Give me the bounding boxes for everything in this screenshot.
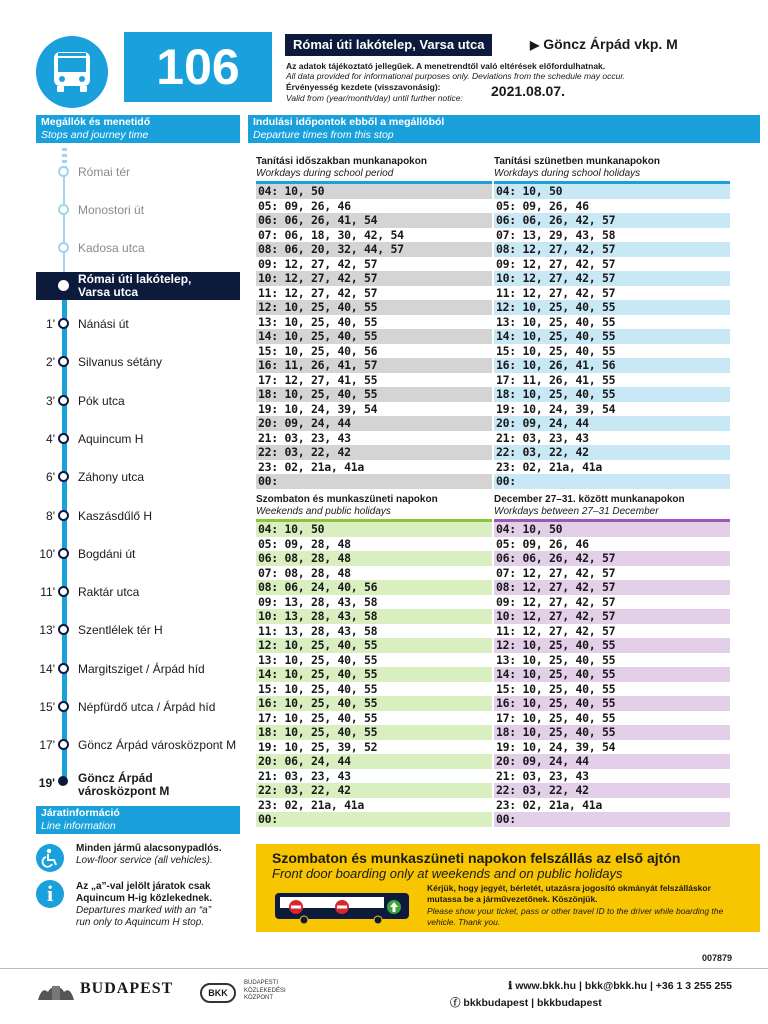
- stop-name: Kaszásdűlő H: [78, 508, 153, 523]
- timetable-row: 00:: [494, 812, 730, 827]
- a-info-en2: run only to Aquincum H stop.: [76, 917, 205, 928]
- departures-header: [248, 115, 760, 143]
- timetable-row: 20: 09, 24, 44: [494, 754, 730, 769]
- timetable-row: 17: 11, 26, 41, 55: [494, 373, 730, 388]
- timetable-row: 23: 02, 21a, 41a: [256, 460, 492, 475]
- timetable-row: 20: 09, 24, 44: [494, 416, 730, 431]
- timetable-row: 18: 10, 25, 40, 55: [494, 387, 730, 402]
- stop-name: Göncz Árpád városközpont M: [78, 738, 237, 753]
- stop-dot: [58, 356, 69, 367]
- stop-minutes: 3': [46, 393, 55, 408]
- stop-name: Pók utca: [78, 393, 125, 408]
- timetable-row: 07: 13, 29, 43, 58: [494, 228, 730, 243]
- note-hu: Az adatok tájékoztató jellegűek. A menetrendtől való eltérések előfordulhatnak.: [286, 61, 606, 71]
- timetable-row: 14: 10, 25, 40, 55: [494, 329, 730, 344]
- timetable-title-en: Weekends and public holidays: [256, 506, 391, 517]
- stop-name: Záhony utca: [78, 470, 145, 485]
- timetable-row: 14: 10, 25, 40, 55: [494, 667, 730, 682]
- stop: [30, 352, 240, 372]
- stop-dot: [58, 433, 69, 444]
- timetable-row: 13: 10, 25, 40, 55: [256, 315, 492, 330]
- timetable-row: 22: 03, 22, 42: [494, 783, 730, 798]
- stop-name: Raktár utca: [78, 585, 140, 600]
- timetable-row: 21: 03, 23, 43: [494, 769, 730, 784]
- timetable-row: 23: 02, 21a, 41a: [494, 460, 730, 475]
- timetable-row: 14: 10, 25, 40, 55: [256, 329, 492, 344]
- timetable-row: 14: 10, 25, 40, 55: [256, 667, 492, 682]
- stop-minutes: 2': [46, 355, 55, 370]
- stop-dot: [58, 701, 69, 712]
- timetable-row: 05: 09, 26, 46: [256, 199, 492, 214]
- timetable-row: 04: 10, 50: [256, 522, 492, 537]
- stop-dot: [58, 471, 69, 482]
- timetable-row: 21: 03, 23, 43: [256, 769, 492, 784]
- stop-minutes: 11': [40, 585, 55, 600]
- contact-social-text[interactable]: bkkbudapest | bkkbudapest: [463, 997, 602, 1009]
- stop-minutes: 1': [46, 317, 55, 331]
- current-stop-line1: Római úti lakótelep,: [78, 272, 192, 286]
- bkk-name: [244, 980, 286, 1003]
- stop-name: Silvanus sétány: [78, 355, 163, 370]
- boarding-title-en: Front door boarding only at weekends and on public holidays: [272, 866, 623, 881]
- lowfloor-info: [76, 843, 222, 867]
- stop-dot: [58, 242, 69, 253]
- current-stop-line2: Varsa utca: [78, 285, 139, 299]
- timetable-row: 04: 10, 50: [494, 184, 730, 199]
- stop: [30, 582, 240, 602]
- timetable-row: 10: 12, 27, 42, 57: [256, 271, 492, 286]
- timetable-row: 06: 08, 28, 48: [256, 551, 492, 566]
- stop: [30, 544, 240, 564]
- timetable-4: [494, 494, 730, 827]
- timetable-row: 22: 03, 22, 42: [256, 445, 492, 460]
- stop: [30, 735, 240, 755]
- info-header: [36, 806, 240, 834]
- timetable-row: 09: 12, 27, 42, 57: [494, 257, 730, 272]
- stop-terminus: [30, 771, 240, 798]
- timetable-title-hu: December 27–31. között munkanapokon: [494, 494, 685, 505]
- timetable-title-hu: Tanítási időszakban munkanapokon: [256, 156, 427, 167]
- stop-name: Népfürdő utca / Árpád híd: [78, 700, 216, 714]
- valid-date: 2021.08.07.: [491, 83, 565, 99]
- stop-dot: [58, 739, 69, 750]
- contact-web-text[interactable]: www.bkk.hu | bkk@bkk.hu | +36 1 3 255 255: [515, 980, 732, 992]
- timetable-row: 23: 02, 21a, 41a: [494, 798, 730, 813]
- stop-previous: [30, 162, 240, 182]
- stop-minutes: 15': [39, 700, 55, 714]
- stop-previous: [30, 238, 240, 258]
- front-door-bus-icon: [274, 892, 410, 924]
- timetable-row: 12: 10, 25, 40, 55: [494, 300, 730, 315]
- timetable-row: 08: 06, 20, 32, 44, 57: [256, 242, 492, 257]
- boarding-notice: [256, 844, 760, 932]
- timetable-row: 09: 12, 27, 42, 57: [256, 257, 492, 272]
- timetable-row: 11: 12, 27, 42, 57: [494, 286, 730, 301]
- stop-name: Nánási út: [78, 317, 129, 331]
- stop: [30, 506, 240, 526]
- timetable-row: 08: 12, 27, 42, 57: [494, 580, 730, 595]
- timetable-row: 19: 10, 24, 39, 54: [494, 740, 730, 755]
- stop-previous: [30, 200, 240, 220]
- timetable-row: 09: 12, 27, 42, 57: [494, 595, 730, 610]
- timetable-row: 06: 06, 26, 42, 57: [494, 551, 730, 566]
- budapest-logo: BUDAPEST: [80, 980, 174, 997]
- bus-icon: [36, 36, 108, 108]
- stop: [30, 620, 240, 640]
- timetable-row: 19: 10, 25, 39, 52: [256, 740, 492, 755]
- timetable-title-en: Workdays between 27–31 December: [494, 506, 659, 517]
- timetable-row: 12: 10, 25, 40, 55: [256, 638, 492, 653]
- stop-name: Kadosa utca: [78, 241, 145, 255]
- lowfloor-en: Low-floor service (all vehicles).: [76, 855, 213, 866]
- info-circle-icon: ℹ: [508, 980, 513, 992]
- route-number: 106: [124, 32, 272, 102]
- stops-header-hu: Megállók és menetidő: [41, 116, 151, 128]
- timetable-title-hu: Tanítási szünetben munkanapokon: [494, 156, 660, 167]
- route-line-previous: [63, 168, 65, 280]
- stop-minutes: 10': [39, 546, 55, 561]
- terminus-line1: Göncz Árpád: [78, 771, 153, 785]
- timetable-row: 04: 10, 50: [256, 184, 492, 199]
- bkk-line3: KÖZPONT: [244, 995, 274, 1001]
- stop-dot: [58, 776, 68, 786]
- stop: [30, 314, 240, 334]
- timetable-row: 05: 09, 26, 46: [494, 199, 730, 214]
- timetable-row: 15: 10, 25, 40, 55: [494, 344, 730, 359]
- current-stop-dot: [58, 280, 69, 291]
- timetable-row: 05: 09, 26, 46: [494, 537, 730, 552]
- stop-minutes: 17': [39, 738, 55, 753]
- timetable-row: 18: 10, 25, 40, 55: [256, 387, 492, 402]
- origin-stop: Római úti lakótelep, Varsa utca: [285, 34, 492, 56]
- stop-name: Monostori út: [78, 203, 145, 217]
- stop-minutes: 13': [39, 623, 55, 638]
- contact-web: [508, 980, 732, 992]
- boarding-text-hu: Kérjük, hogy jegyét, bérletét, utazásra jogosító okmányát felszálláskor mutassa be a járművezetőnek. Köszönjük.: [427, 883, 711, 904]
- valid-hu: Érvényesség kezdete (visszavonásig):: [286, 82, 441, 92]
- a-departures-info: [76, 881, 212, 929]
- timetable-row: 07: 08, 28, 48: [256, 566, 492, 581]
- budapest-crest-icon: [36, 982, 76, 1004]
- stop-dot: [58, 395, 69, 406]
- timetable-row: 08: 12, 27, 42, 57: [494, 242, 730, 257]
- timetable-row: 18: 10, 25, 40, 55: [494, 725, 730, 740]
- timetable-row: 16: 10, 26, 41, 56: [494, 358, 730, 373]
- stop: [30, 429, 240, 449]
- timetable-3: [256, 494, 492, 827]
- timetable-row: 17: 10, 25, 40, 55: [494, 711, 730, 726]
- timetable-row: 22: 03, 22, 42: [494, 445, 730, 460]
- timetable-row: 06: 06, 26, 41, 54: [256, 213, 492, 228]
- stop-dot: [58, 624, 69, 635]
- timetable-row: 12: 10, 25, 40, 55: [494, 638, 730, 653]
- facebook-icon: ⓕ: [450, 997, 461, 1009]
- timetable-row: 00:: [494, 474, 730, 489]
- stop-minutes: 8': [46, 508, 55, 523]
- timetable-row: 05: 09, 28, 48: [256, 537, 492, 552]
- stop: [30, 697, 240, 717]
- destination-label: Göncz Árpád vkp. M: [543, 36, 678, 52]
- timetable-row: 19: 10, 24, 39, 54: [494, 402, 730, 417]
- timetable-row: 00:: [256, 812, 492, 827]
- timetable-row: 00:: [256, 474, 492, 489]
- timetable-row: 17: 12, 27, 41, 55: [256, 373, 492, 388]
- info-header-hu: Járatinformáció: [41, 807, 120, 819]
- info-header-en: Line information: [41, 820, 116, 832]
- stop: [30, 391, 240, 411]
- stop-minutes: 6': [46, 470, 55, 485]
- timetable-row: 20: 09, 24, 44: [256, 416, 492, 431]
- timetable-row: 22: 03, 22, 42: [256, 783, 492, 798]
- stop-name: Római tér: [78, 165, 131, 179]
- terminus-line2: városközpont M: [78, 784, 170, 798]
- timetable-row: 07: 06, 18, 30, 42, 54: [256, 228, 492, 243]
- info-icon: i: [36, 880, 64, 908]
- stop-name: Margitsziget / Árpád híd: [78, 661, 205, 676]
- timetable-row: 11: 12, 27, 42, 57: [256, 286, 492, 301]
- timetable-row: 10: 13, 28, 43, 58: [256, 609, 492, 624]
- timetable-row: 23: 02, 21a, 41a: [256, 798, 492, 813]
- stop-dot: [58, 586, 69, 597]
- timetable-row: 10: 12, 27, 42, 57: [494, 271, 730, 286]
- timetable-row: 16: 11, 26, 41, 57: [256, 358, 492, 373]
- timetable-row: 20: 06, 24, 44: [256, 754, 492, 769]
- timetable-2: [494, 156, 730, 489]
- stops-header: [36, 115, 240, 143]
- timetable-row: 10: 12, 27, 42, 57: [494, 609, 730, 624]
- timetable-row: 13: 10, 25, 40, 55: [256, 653, 492, 668]
- timetable-row: 11: 12, 27, 42, 57: [494, 624, 730, 639]
- stop-name: Aquincum H: [78, 431, 144, 446]
- a-info-en1: Departures marked with an “a”: [76, 905, 212, 916]
- timetable-1: [256, 156, 492, 489]
- timetable-row: 17: 10, 25, 40, 55: [256, 711, 492, 726]
- a-info-hu2: Aquincum H-ig közlekednek.: [76, 893, 213, 904]
- document-number: 007879: [701, 953, 732, 963]
- bkk-line1: BUDAPESTI: [244, 980, 279, 986]
- timetable-row: 15: 10, 25, 40, 56: [256, 344, 492, 359]
- stop-minutes: 19': [38, 776, 55, 790]
- stop-name: [78, 772, 169, 798]
- contact-social: [450, 995, 602, 1010]
- timetable-row: 18: 10, 25, 40, 55: [256, 725, 492, 740]
- departures-header-hu: Indulási időpontok ebből a megállóból: [253, 116, 445, 128]
- timetable-row: 08: 06, 24, 40, 56: [256, 580, 492, 595]
- stop-name: Bogdáni út: [78, 546, 136, 561]
- timetable-row: 11: 13, 28, 43, 58: [256, 624, 492, 639]
- note-en: All data provided for informational purposes only. Deviations from the schedule may occur.: [286, 71, 626, 81]
- stop-dot: [58, 318, 69, 329]
- lowfloor-hu: Minden jármű alacsonypadlós.: [76, 843, 222, 854]
- boarding-text-en: Please show your ticket, pass or other travel ID to the driver while boarding the vehicle. Thank you.: [427, 906, 724, 927]
- timetable-row: 07: 12, 27, 42, 57: [494, 566, 730, 581]
- timetable-row: 16: 10, 25, 40, 55: [494, 696, 730, 711]
- stop-minutes: 14': [39, 661, 55, 676]
- bkk-logo: BKK: [200, 983, 236, 1003]
- timetable-row: 19: 10, 24, 39, 54: [256, 402, 492, 417]
- a-info-hu1: Az „a”-val jelölt járatok csak: [76, 881, 211, 892]
- wheelchair-icon: [36, 844, 64, 872]
- arrow-right-icon: ▶: [530, 38, 540, 52]
- bkk-line2: KÖZLEKEDÉSI: [244, 987, 286, 994]
- stop-dot: [58, 204, 69, 215]
- timetable-title-hu: Szombaton és munkaszüneti napokon: [256, 494, 438, 505]
- stops-header-en: Stops and journey time: [41, 129, 149, 141]
- timetable-row: 15: 10, 25, 40, 55: [256, 682, 492, 697]
- timetable-row: 16: 10, 25, 40, 55: [256, 696, 492, 711]
- timetable-title-en: Workdays during school holidays: [494, 168, 641, 179]
- timetable-row: 15: 10, 25, 40, 55: [494, 682, 730, 697]
- departures-header-en: Departure times from this stop: [253, 129, 394, 141]
- stop-dot: [58, 510, 69, 521]
- stop-minutes: 4': [46, 431, 55, 446]
- valid-en: Valid from (year/month/day) until further notice:: [286, 93, 463, 103]
- timetable-row: 13: 10, 25, 40, 55: [494, 653, 730, 668]
- stop-dot: [58, 663, 69, 674]
- timetable-row: 04: 10, 50: [494, 522, 730, 537]
- stop-name: Szentlélek tér H: [78, 623, 163, 638]
- stop-dot: [58, 548, 69, 559]
- boarding-title-hu: Szombaton és munkaszüneti napokon felszállás az első ajtón: [272, 850, 681, 866]
- timetable-row: 21: 03, 23, 43: [494, 431, 730, 446]
- timetable-row: 21: 03, 23, 43: [256, 431, 492, 446]
- timetable-title-en: Workdays during school period: [256, 168, 394, 179]
- stop-dot: [58, 166, 69, 177]
- timetable-row: 13: 10, 25, 40, 55: [494, 315, 730, 330]
- stop: [30, 659, 240, 679]
- stop: [30, 467, 240, 487]
- timetable-row: 09: 13, 28, 43, 58: [256, 595, 492, 610]
- destination: [530, 36, 678, 52]
- footer-divider: [0, 968, 768, 969]
- timetable-row: 12: 10, 25, 40, 55: [256, 300, 492, 315]
- timetable-row: 06: 06, 26, 42, 57: [494, 213, 730, 228]
